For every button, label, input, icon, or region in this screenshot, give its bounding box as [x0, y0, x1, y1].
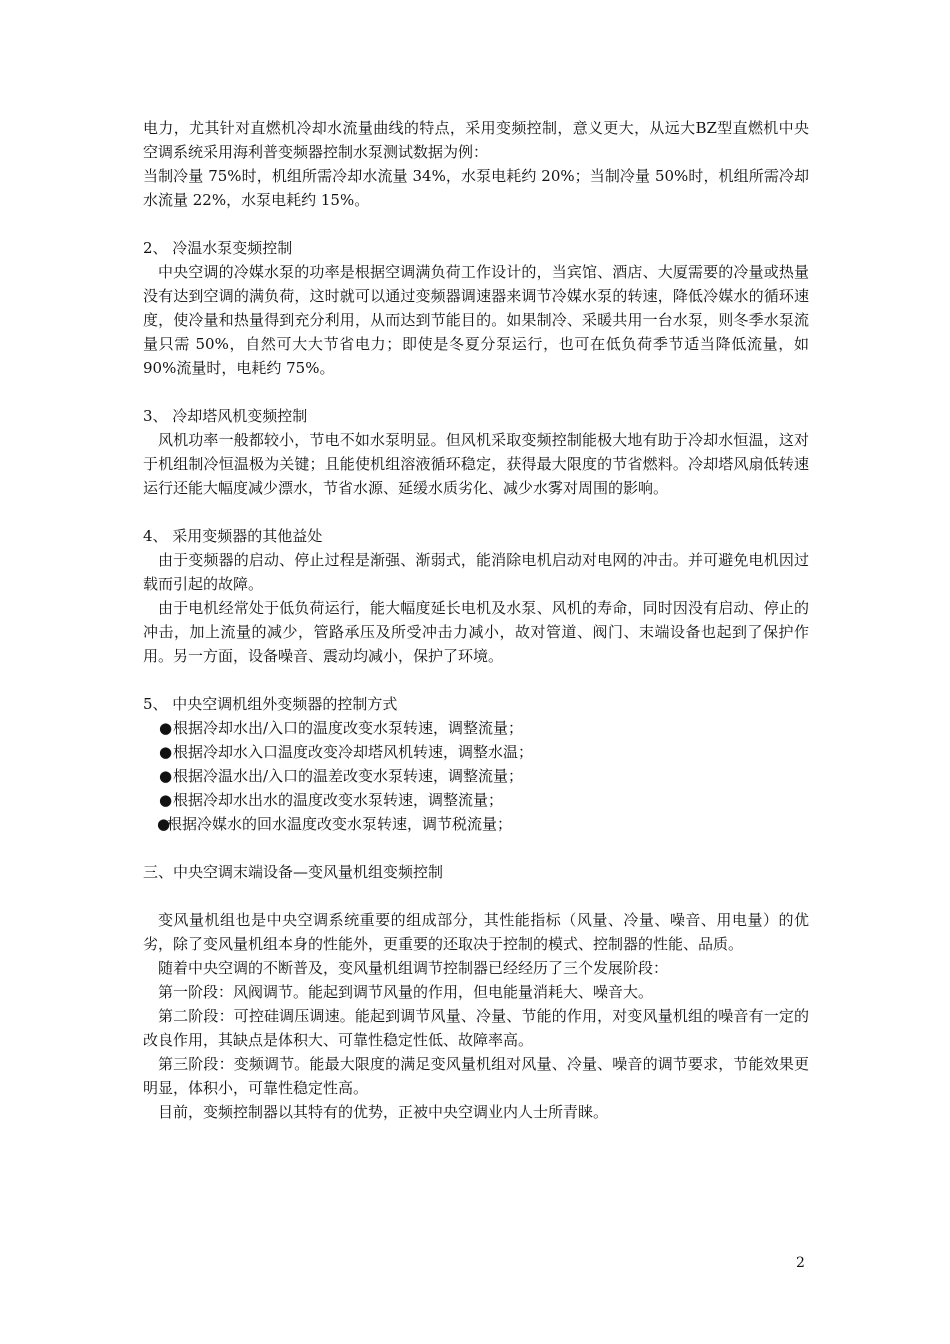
section-paragraph: 变风量机组也是中央空调系统重要的组成部分，其性能指标（风量、冷量、噪音、用电量）的优劣，除了变风量机组本身的性能外，更重要的还取决于控制的模式、控制器的性能、品质。: [143, 911, 809, 953]
section-heading-5: 5、 中央空调机组外变频器的控制方式: [143, 695, 398, 713]
list-item-text: 根据冷温水出/入口的温差改变水泵转速，调整流量；: [173, 767, 524, 785]
section-paragraph: 随着中央空调的不断普及，变风量机组调节控制器已经经历了三个发展阶段：: [158, 959, 669, 977]
list-item: [143, 788, 809, 812]
section-heading-3-terminal: 三、中央空调末端设备—变风量机组变频控制: [143, 863, 444, 881]
bullet-icon: ●: [159, 719, 173, 737]
section-paragraph: 第二阶段：可控硅调压调速。能起到调节风量、冷量、节能的作用，对变风量机组的噪音有一定的改良作用，其缺点是体积大、可靠性稳定性低、故障率高。: [143, 1007, 809, 1049]
section-3-paragraph: 风机功率一般都较小，节电不如水泵明显。但风机采取变频控制能极大地有助于冷却水恒温，这对于机组制冷恒温极为关键；且能使机组溶液循环稳定，获得最大限度的节省燃料。冷却塔风扇低转速运行还能大幅度减少漂水，节省水源、延缓水质劣化、减少水雾对周围的影响。: [143, 431, 809, 497]
section-heading-4: 4、 采用变频器的其他益处: [143, 527, 323, 545]
bullet-icon: ●: [159, 791, 173, 809]
page-body: [143, 116, 809, 1124]
list-item-text: 根据冷却水出/入口的温度改变水泵转速，调整流量；: [173, 719, 524, 737]
list-item-text: 根据冷却水出水的温度改变水泵转速，调整流量；: [173, 791, 504, 809]
list-item-text: 根据冷媒水的回水温度改变水泵转速，调节税流量；: [167, 815, 513, 833]
list-item: [143, 716, 809, 740]
section-2-paragraph: 中央空调的冷媒水泵的功率是根据空调满负荷工作设计的，当宾馆、酒店、大厦需要的冷量或热量没有达到空调的满负荷，这时就可以通过变频器调速器来调节冷媒水泵的转速，降低冷媒水的循环速度，使冷量和热量得到充分利用，从而达到节能目的。如果制冷、采暖共用一台水泵，则冬季水泵流量只需 50%，自然可大大节省电力；即使是冬夏分泵运行，也可在低负荷季节适当降低流量，如 90%流量时，电耗约 75%。: [143, 263, 809, 377]
control-method-list: [143, 716, 809, 836]
section-paragraph: 目前，变频控制器以其特有的优势，正被中央空调业内人士所青睐。: [158, 1103, 609, 1121]
bullet-icon: ●: [157, 815, 171, 833]
list-item: [143, 764, 809, 788]
bullet-icon: ●: [159, 743, 173, 761]
section-heading-3: 3、 冷却塔风机变频控制: [143, 407, 308, 425]
bullet-icon: ●: [159, 767, 173, 785]
section-paragraph: 第一阶段：风阀调节。能起到调节风量的作用，但电能量消耗大、噪音大。: [158, 983, 654, 1001]
section-4-paragraph: 由于变频器的启动、停止过程是渐强、渐弱式，能消除电机启动对电网的冲击。并可避免电机因过载而引起的故障。: [143, 551, 809, 593]
intro-data-paragraph: 当制冷量 75%时，机组所需冷却水流量 34%，水泵电耗约 20%；当制冷量 50%时，机组所需冷却水流量 22%，水泵电耗约 15%。: [143, 167, 809, 209]
intro-paragraph: 电力，尤其针对直燃机冷却水流量曲线的特点，采用变频控制，意义更大，从远大BZ型直燃机中央空调系统采用海利普变频器控制水泵测试数据为例：: [143, 119, 809, 161]
page-number: 2: [796, 1255, 805, 1271]
section-heading-2: 2、 冷温水泵变频控制: [143, 239, 293, 257]
list-item: [143, 812, 809, 836]
list-item-text: 根据冷却水入口温度改变冷却塔风机转速，调整水温；: [173, 743, 534, 761]
section-paragraph: 第三阶段：变频调节。能最大限度的满足变风量机组对风量、冷量、噪音的调节要求，节能效果更明显，体积小，可靠性稳定性高。: [143, 1055, 809, 1097]
list-item: [143, 740, 809, 764]
section-4-paragraph: 由于电机经常处于低负荷运行，能大幅度延长电机及水泵、风机的寿命，同时因没有启动、停止的冲击，加上流量的减少，管路承压及所受冲击力减小，故对管道、阀门、末端设备也起到了保护作用。另一方面，设备噪音、震动均减小，保护了环境。: [143, 599, 809, 665]
